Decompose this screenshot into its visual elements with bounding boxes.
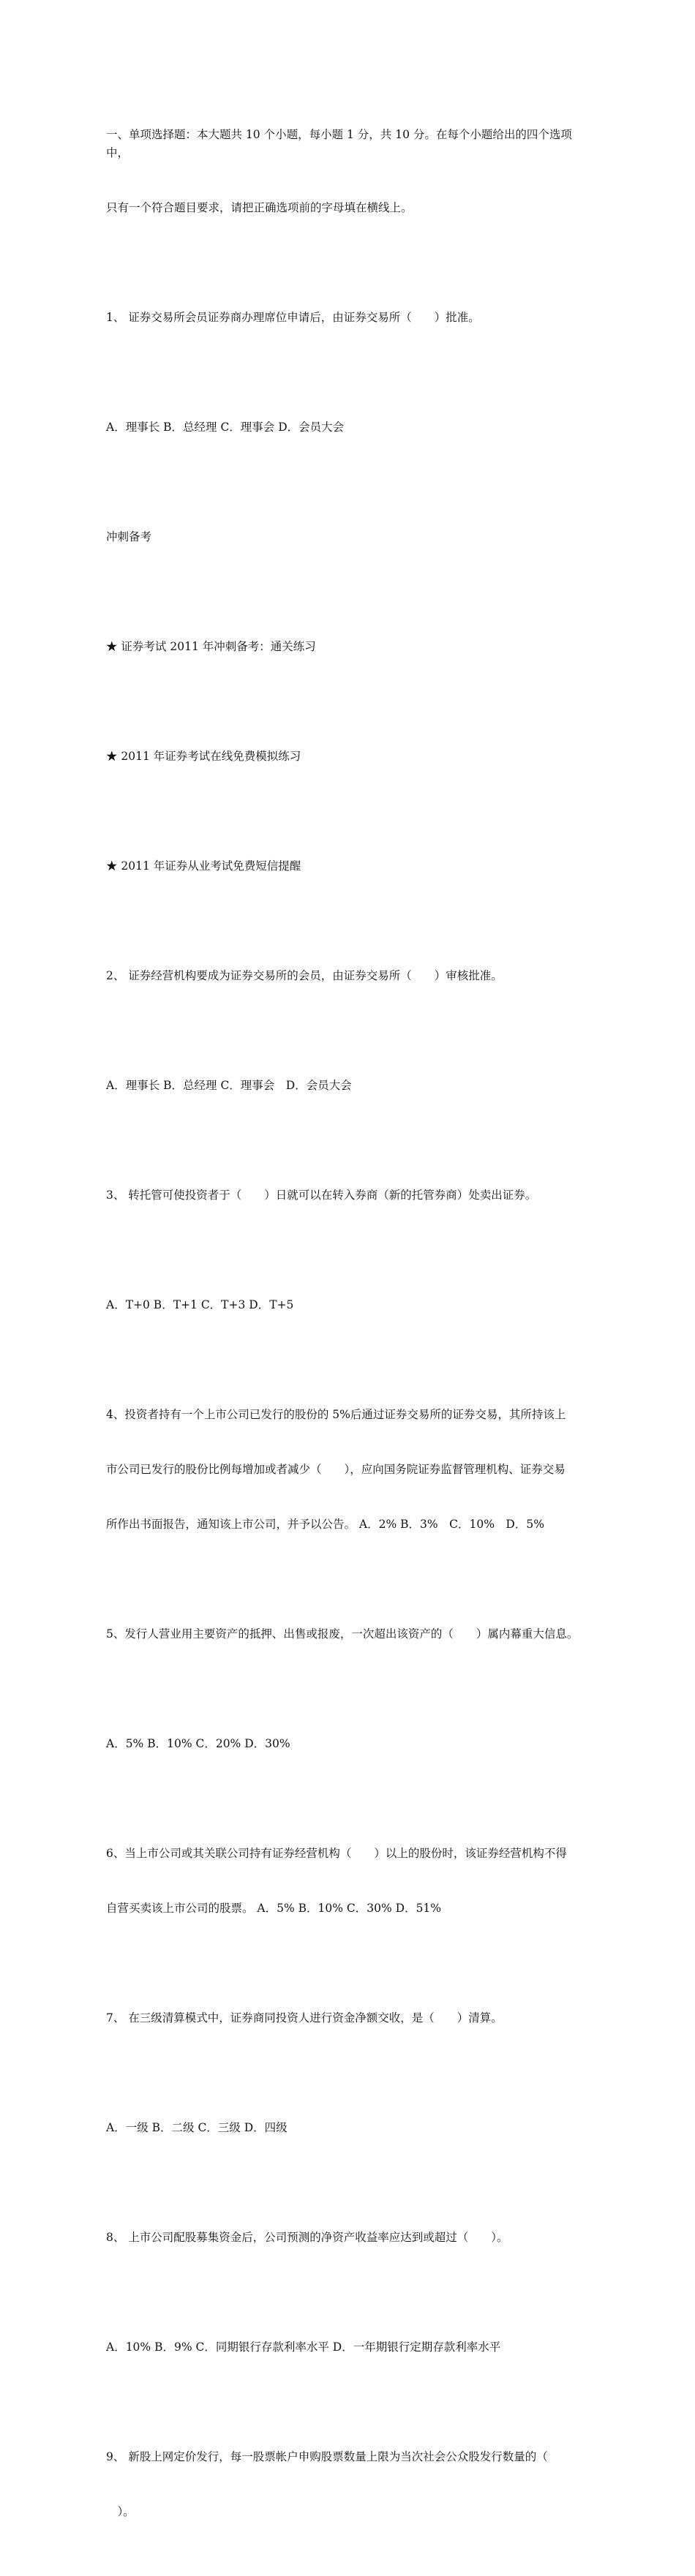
- question-text: 1、 证券交易所会员证券商办理席位申请后，由证券交易所（ ）批准。: [106, 311, 480, 324]
- question-6: [106, 1808, 593, 1954]
- promo-link-2[interactable]: [106, 711, 593, 802]
- question-text: 3、 转托管可使投资者于（ ）日就可以在转入券商（新的托管券商）处卖出证券。: [106, 1189, 537, 1202]
- options-text: A．一级 B．二级 C．三级 D．四级: [106, 2121, 288, 2134]
- question-7-options: [106, 2082, 593, 2174]
- options-text: A．5% B．10% C．20% D．30%: [106, 1737, 290, 1750]
- question-3: [106, 1150, 593, 1241]
- question-5: [106, 1589, 593, 1680]
- options-text: A．理事长 B．总经理 C．理事会 D．会员大会: [106, 1079, 352, 1092]
- question-text: ）。: [106, 2505, 135, 2518]
- promo-link-text[interactable]: ★ 2011 年证券考试在线免费模拟练习: [106, 750, 301, 763]
- question-9: [106, 2411, 593, 2558]
- question-5-options: [106, 1698, 593, 1790]
- promo-heading: [106, 492, 593, 583]
- question-8: [106, 2192, 593, 2283]
- question-2: [106, 930, 593, 1022]
- section-heading: [106, 89, 593, 254]
- promo-link-1[interactable]: [106, 601, 593, 693]
- options-text: A．理事长 B．总经理 C．理事会 D．会员大会: [106, 421, 345, 434]
- options-text: A．10% B．9% C．同期银行存款利率水平 D．一年期银行定期存款利率水平: [106, 2340, 501, 2354]
- promo-link-text[interactable]: ★ 2011 年证券从业考试免费短信提醒: [106, 859, 301, 873]
- question-text: 8、 上市公司配股募集资金后，公司预测的净资产收益率应达到或超过（ ）。: [106, 2231, 508, 2244]
- promo-link-text[interactable]: ★ 证券考试 2011 年冲刺备考：通关练习: [106, 640, 316, 653]
- question-text: 自营买卖该上市公司的股票。 A．5% B．10% C．30% D．51%: [106, 1902, 442, 1915]
- question-text: 2、 证券经营机构要成为证券交易所的会员，由证券交易所（ ）审核批准。: [106, 969, 503, 982]
- question-text: 4、投资者持有一个上市公司已发行的股份的 5%后通过证券交易所的证券交易，其所持该上: [106, 1408, 566, 1421]
- question-4: [106, 1369, 593, 1570]
- promo-link-3[interactable]: [106, 821, 593, 912]
- question-text: 市公司已发行的股份比例每增加或者减少（ ），应向国务院证券监督管理机构、证券交易: [106, 1463, 566, 1476]
- question-text: 5、发行人营业用主要资产的抵押、出售或报废，一次超出该资产的（ ）属内幕重大信息。: [106, 1627, 579, 1641]
- heading-line: 一、单项选择题：本大题共 10 个小题，每小题 1 分，共 10 分。在每个小题给出的四个选项中，: [106, 128, 572, 159]
- options-text: A．T+0 B．T+1 C．T+3 D．T+5: [106, 1298, 294, 1311]
- question-1: [106, 272, 593, 364]
- question-2-options: [106, 1040, 593, 1131]
- question-text: 7、 在三级清算模式中，证券商同投资人进行资金净额交收，是（ ）清算。: [106, 2011, 503, 2025]
- question-7: [106, 1973, 593, 2064]
- question-text: 9、 新股上网定价发行，每一股票帐户申购股票数量上限为当次社会公众股发行数量的（: [106, 2450, 548, 2463]
- question-1-options: [106, 382, 593, 473]
- question-text: 6、当上市公司或其关联公司持有证券经营机构（ ）以上的股份时，该证券经营机构不得: [106, 1847, 567, 1860]
- question-text: 所作出书面报告，通知该上市公司，并予以公告。 A．2% B．3% C．10% D．5%: [106, 1518, 544, 1531]
- promo-heading-text: 冲刺备考: [106, 530, 152, 543]
- document-page: [106, 89, 593, 2576]
- heading-line: 只有一个符合题目要求，请把正确选项前的字母填在横线上。: [106, 201, 413, 214]
- question-3-options: [106, 1259, 593, 1351]
- question-8-options: [106, 2302, 593, 2393]
